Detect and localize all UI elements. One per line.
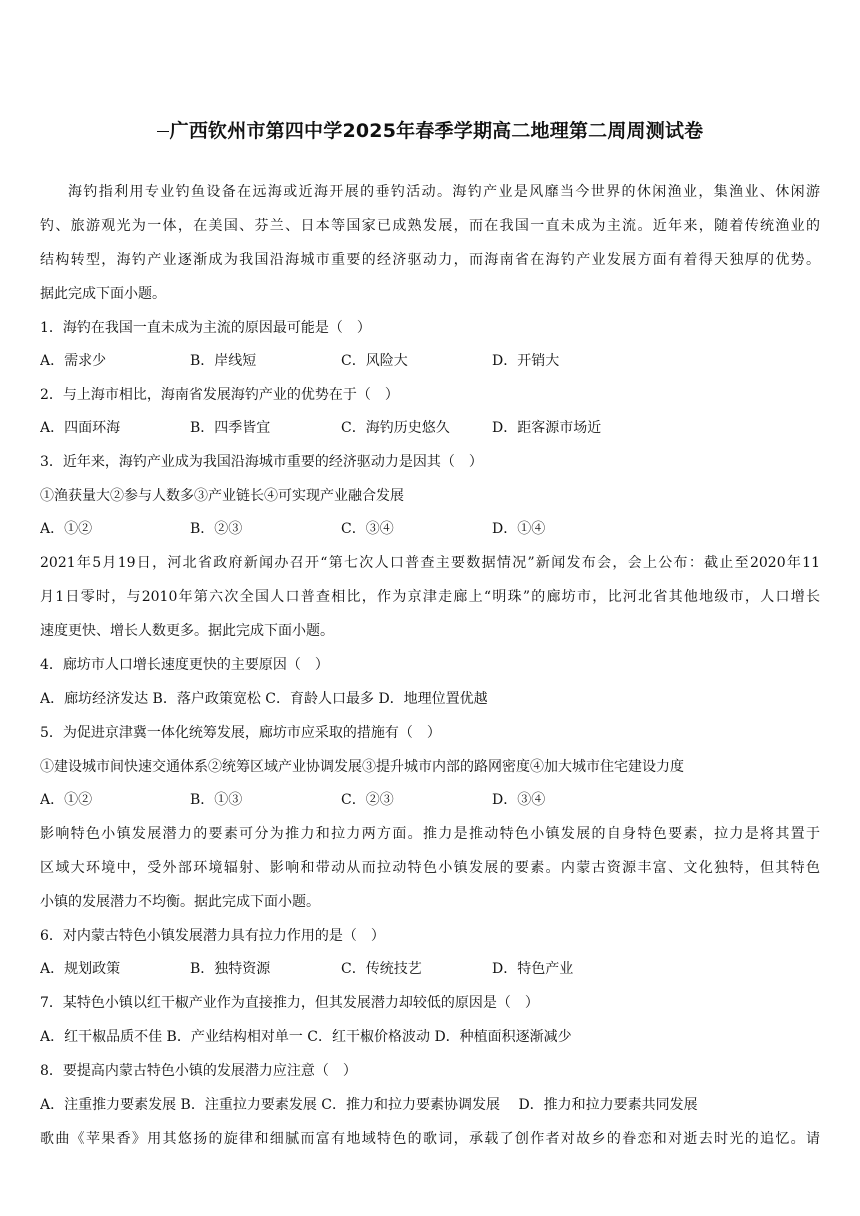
passage-1-line-1: 海钓指利用专业钓鱼设备在远海或近海开展的垂钓活动。海钓产业是风靡当今世界的休闲渔业，集渔业、休闲游 xyxy=(68,184,820,200)
option-a: A．①② xyxy=(40,521,93,537)
question-5-stem: 5．为促进京津冀一体化统筹发展，廊坊市应采取的措施有（ ） xyxy=(40,725,441,741)
option-d: D．开销大 xyxy=(492,353,560,369)
question-1-stem: 1．海钓在我国一直未成为主流的原因最可能是（ ） xyxy=(40,320,371,336)
passage-3-line-3: 小镇的发展潜力不均衡。据此完成下面小题。 xyxy=(40,894,320,910)
option-c: C．海钓历史悠久 xyxy=(341,420,450,436)
question-5-sub-items: ①建设城市间快速交通体系②统筹区域产业协调发展③提升城市内部的路网密度④加大城市住宅建设力度 xyxy=(40,759,684,775)
option-c: C．②③ xyxy=(341,792,394,808)
question-7-options: A．红干椒品质不佳 B．产业结构相对单一 C．红干椒价格波动 D．种植面积逐渐减少 xyxy=(40,1029,572,1045)
passage-1-line-2: 钓、旅游观光为一体，在美国、芬兰、日本等国家已成熟发展，而在我国一直未成为主流。近年来，随着传统渔业的 xyxy=(40,218,820,234)
question-6-options xyxy=(40,959,820,979)
option-b: B．①③ xyxy=(190,792,243,808)
question-4-options: A．廊坊经济发达 B．落户政策宽松 C．育龄人口最多 D．地理位置优越 xyxy=(40,691,488,707)
passage-1-line-4: 据此完成下面小题。 xyxy=(40,286,166,302)
passage-4-line-1: 歌曲《苹果香》用其悠扬的旋律和细腻而富有地域特色的歌词，承载了创作者对故乡的眷恋和对逝去时光的追忆。请 xyxy=(40,1131,820,1147)
exam-title xyxy=(0,116,860,143)
question-5-options xyxy=(40,790,820,810)
passage-2-line-3: 速度更快、增长人数更多。据此完成下面小题。 xyxy=(40,623,334,639)
option-a: A．①② xyxy=(40,792,93,808)
option-d: D．③④ xyxy=(492,792,546,808)
option-c: C．③④ xyxy=(341,521,394,537)
question-8-options: A．注重推力要素发展 B．注重拉力要素发展 C．推力和拉力要素协调发展 D．推力和拉力要素共同发展 xyxy=(40,1097,698,1113)
option-d: D．距客源市场近 xyxy=(492,420,602,436)
option-a: A．规划政策 xyxy=(40,961,121,977)
passage-3-line-2: 区域大环境中，受外部环境辐射、影响和带动从而拉动特色小镇发展的要素。内蒙古资源丰富、文化独特，但其特色 xyxy=(40,860,820,876)
option-b: B．独特资源 xyxy=(190,961,271,977)
option-d: D．①④ xyxy=(492,521,546,537)
option-a: A．四面环海 xyxy=(40,420,121,436)
option-d: D．特色产业 xyxy=(492,961,574,977)
option-b: B．②③ xyxy=(190,521,243,537)
question-4-stem: 4．廊坊市人口增长速度更快的主要原因（ ） xyxy=(40,657,329,673)
question-3-sub-items: ①渔获量大②参与人数多③产业链长④可实现产业融合发展 xyxy=(40,488,404,504)
title-dash-mark xyxy=(157,131,169,132)
question-7-stem: 7．某特色小镇以红干椒产业作为直接推力，但其发展潜力却较低的原因是（ ） xyxy=(40,995,539,1011)
question-3-options xyxy=(40,519,820,539)
exam-title-text: 广西钦州市第四中学2025年春季学期高二地理第二周周测试卷 xyxy=(169,120,704,142)
question-2-stem: 2．与上海市相比，海南省发展海钓产业的优势在于（ ） xyxy=(40,387,399,403)
passage-3-line-1: 影响特色小镇发展潜力的要素可分为推力和拉力两方面。推力是推动特色小镇发展的自身特色要素，拉力是将其置于 xyxy=(40,826,820,842)
option-c: C．风险大 xyxy=(341,353,408,369)
option-b: B．岸线短 xyxy=(190,353,257,369)
question-6-stem: 6．对内蒙古特色小镇发展潜力具有拉力作用的是（ ） xyxy=(40,928,385,944)
option-a: A．需求少 xyxy=(40,353,107,369)
option-c: C．传统技艺 xyxy=(341,961,422,977)
passage-2-line-1: 2021年5月19日，河北省政府新闻办召开“第七次人口普查主要数据情况”新闻发布会，会上公布：截止至2020年11 xyxy=(40,555,820,571)
question-3-stem: 3．近年来，海钓产业成为我国沿海城市重要的经济驱动力是因其（ ） xyxy=(40,454,483,470)
question-8-stem: 8．要提高内蒙古特色小镇的发展潜力应注意（ ） xyxy=(40,1063,357,1079)
question-1-options xyxy=(40,351,820,371)
passage-1-line-3: 结构转型，海钓产业逐渐成为我国沿海城市重要的经济驱动力，而海南省在海钓产业发展方面有着得天独厚的优势。 xyxy=(40,252,820,268)
question-2-options xyxy=(40,418,820,438)
option-b: B．四季皆宜 xyxy=(190,420,271,436)
passage-2-line-2: 月1日零时，与2010年第六次全国人口普查相比，作为京津走廊上“明珠”的廊坊市，比河北省其他地级市，人口增长 xyxy=(40,589,820,605)
